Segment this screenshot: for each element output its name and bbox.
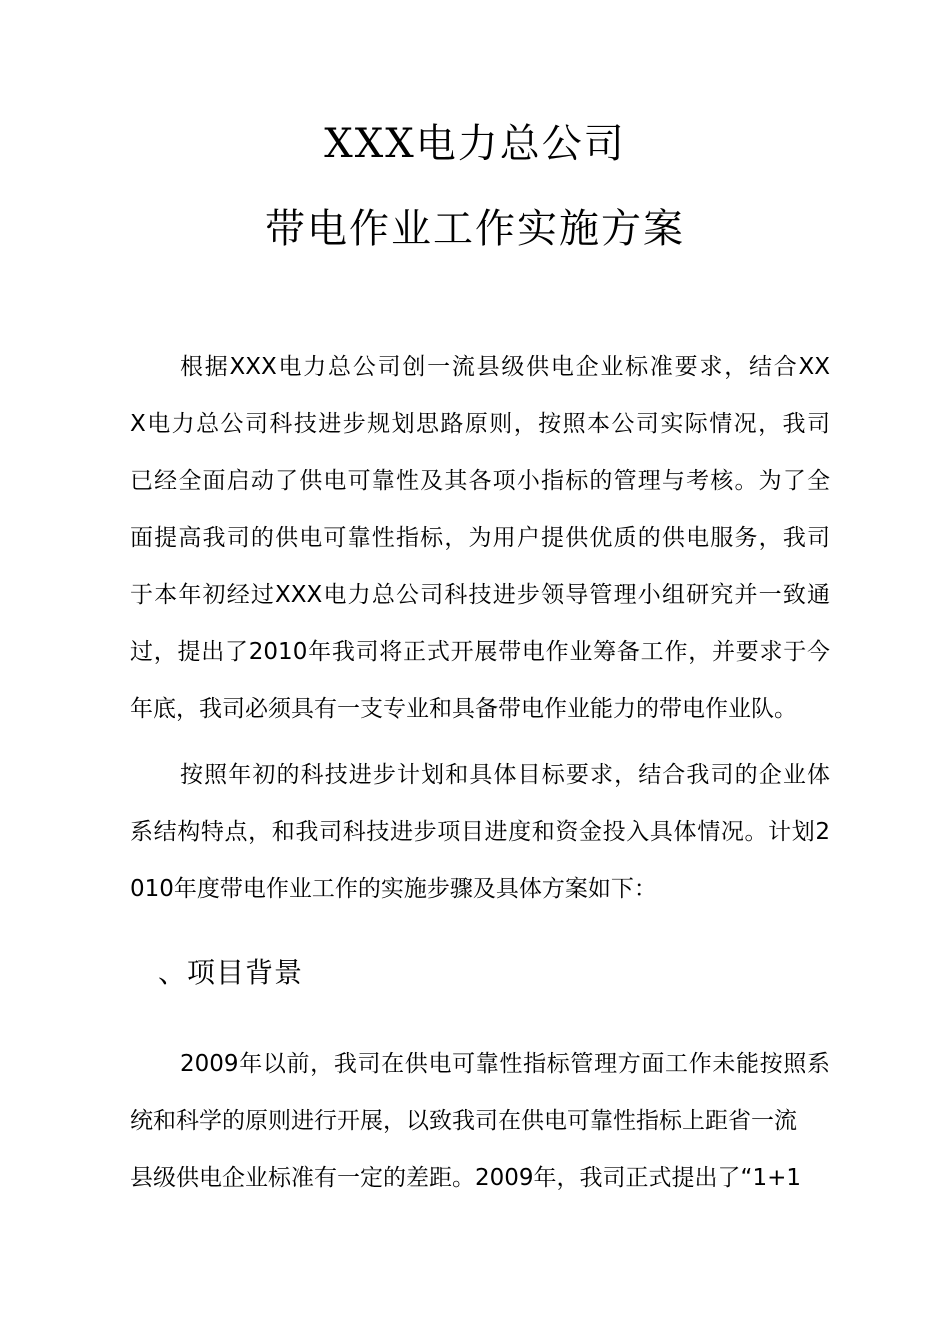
paragraph-line: 010年度带电作业工作的实施步骤及具体方案如下： xyxy=(130,876,657,902)
paragraph-line: 面提高我司的供电可靠性指标，为用户提供优质的供电服务，我司 xyxy=(130,525,830,551)
paragraph-line: 按照年初的科技进步计划和具体目标要求，结合我司的企业体 xyxy=(180,762,830,788)
document-title-line-1: XXX电力总公司 xyxy=(324,121,626,167)
section-heading-project-background: 、项目背景 xyxy=(158,956,304,989)
paragraph-line: 年底，我司必须具有一支专业和具备带电作业能力的带电作业队。 xyxy=(130,696,797,722)
document-title-line-2: 带电作业工作实施方案 xyxy=(265,206,685,252)
paragraph-line: 过，提出了2010年我司将正式开展带电作业筹备工作，并要求于今 xyxy=(130,639,830,665)
paragraph-line: 县级供电企业标准有一定的差距。2009年，我司正式提出了“1+1 xyxy=(130,1165,801,1191)
paragraph-line: 于本年初经过XXX电力总公司科技进步领导管理小组研究并一致通 xyxy=(130,582,830,608)
paragraph-line: X电力总公司科技进步规划思路原则，按照本公司实际情况，我司 xyxy=(130,411,830,437)
paragraph-1 xyxy=(130,351,830,731)
paragraph-2 xyxy=(130,759,830,909)
paragraph-line: 系结构特点，和我司科技进步项目进度和资金投入具体情况。计划2 xyxy=(130,819,830,845)
paragraph-line: 根据XXX电力总公司创一流县级供电企业标准要求，结合XX xyxy=(180,354,830,380)
paragraph-line: 统和科学的原则进行开展，以致我司在供电可靠性指标上距省一流 xyxy=(130,1108,797,1134)
paragraph-line: 2009年以前，我司在供电可靠性指标管理方面工作未能按照系 xyxy=(180,1051,830,1077)
paragraph-line: 已经全面启动了供电可靠性及其各项小指标的管理与考核。为了全 xyxy=(130,468,830,494)
paragraph-3 xyxy=(130,1048,830,1198)
